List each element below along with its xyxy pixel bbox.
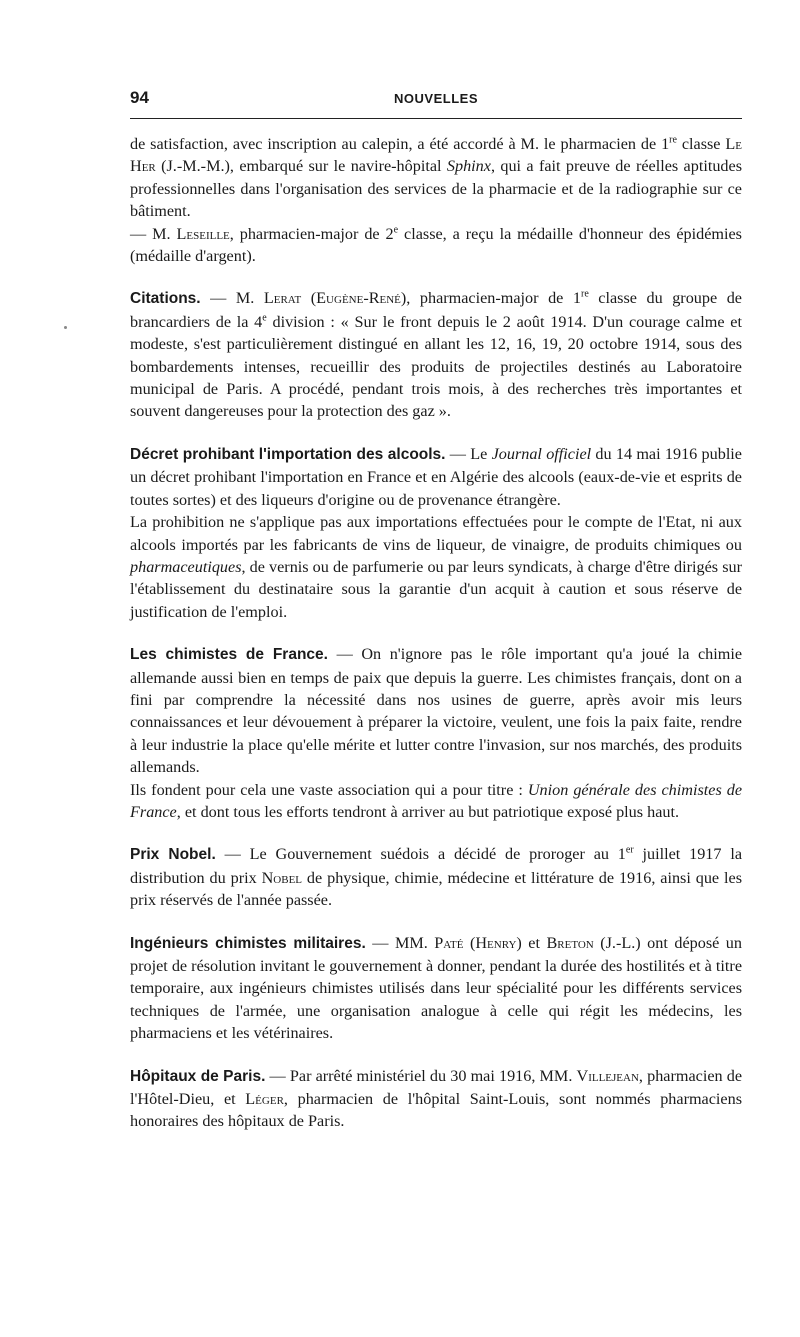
text-run: ) et <box>516 933 547 952</box>
paragraph <box>130 643 742 778</box>
person-name: Paté <box>434 933 464 952</box>
superscript: e <box>262 312 267 324</box>
person-name: Leseille <box>176 224 230 243</box>
association-name: Union générale des chimistes de France <box>130 780 743 821</box>
section-ingenieurs <box>130 932 742 1045</box>
text-run: , de vernis ou de parfumerie ou par leurs syndicats, à charge d'être dirigés sur l'établissement du destinataire sous la garantie d'un acquit à caution et sous réserve de justification de l'emploi. <box>130 557 742 621</box>
section-heading: Prix Nobel. <box>130 846 216 864</box>
text-run: 1 <box>661 135 670 153</box>
page <box>130 88 742 1133</box>
text-run: , pharmacien de l'hôpital Saint-Louis, sont nommés pharmaciens honoraires des hôpitaux de Paris. <box>130 1090 742 1131</box>
text-run: , qui a fait preuve de réelles aptitudes professionnelles dans l'organisation des services de la pharmacie et de la radiographie sur ce bâtiment. <box>130 157 742 221</box>
section-hopitaux <box>130 1065 742 1133</box>
section-citations <box>130 287 742 422</box>
section-nobel <box>130 843 742 911</box>
text-run: — Par arrêté ministériel du 30 mai 1916, MM. <box>265 1066 577 1085</box>
paragraph <box>130 511 742 623</box>
text-run: — Le Gouvernement suédois a décidé de proroger au 1 <box>215 845 626 864</box>
text-run: division : « Sur le front depuis le 2 août 1914. D'un courage calme et modeste, s'est particulièrement distingué en allant les 12, 16, 19, 20 octobre 1914, sous des bombardements intenses, recueillir des produits de projectiles destinés au Laboratoire municipal de Paris. A procédé, pendant trois mois, à des recherches très importantes et souvent dangereuses pour la protection des gaz ». <box>130 312 742 421</box>
text-run: , pharmacien de l'Hôtel-Dieu, et <box>130 1066 743 1109</box>
paragraph <box>130 932 742 1045</box>
section-chimistes <box>130 643 742 823</box>
text-run: ( <box>463 933 476 952</box>
text-run: , pharmacien-major de 2 <box>229 224 394 243</box>
person-name: Villejean <box>576 1066 639 1085</box>
person-name: Nobel <box>261 868 303 887</box>
margin-speck <box>64 326 67 329</box>
superscript: er <box>625 844 634 856</box>
person-name: Breton <box>546 933 594 952</box>
paragraph <box>130 443 742 511</box>
superscript: e <box>393 224 399 236</box>
paragraph <box>130 223 742 268</box>
section-heading: Ingénieurs chimistes militaires. <box>130 934 366 952</box>
text-run: (J.-M.-M.), embarqué sur le navire-hôpital <box>155 157 447 176</box>
running-head: NOUVELLES <box>394 91 478 106</box>
person-name: Henry <box>475 933 517 952</box>
section-intro <box>130 133 742 267</box>
text-run: classe, a reçu la médaille d'honneur des épidémies (médaille d'argent). <box>130 224 742 266</box>
text-run: de satisfaction, avec inscription au calepin, a été accordé à M. le pharmacien de <box>130 135 662 153</box>
text-run: — Le <box>445 444 492 463</box>
publication-name: Journal officiel <box>491 444 592 463</box>
text-run: , pharmacien-major de 1 <box>406 289 581 308</box>
section-heading: Citations. <box>130 290 201 308</box>
page-header <box>130 88 742 119</box>
page-number: 94 <box>130 88 149 107</box>
section-heading: Décret prohibant l'importation des alcools. <box>130 445 446 463</box>
section-heading: Hôpitaux de Paris. <box>130 1067 266 1085</box>
person-name: Le Her <box>130 135 742 176</box>
paragraph <box>130 287 742 422</box>
text-run: , et dont tous les efforts tendront à arriver au but patriotique exposé plus haut. <box>176 802 680 821</box>
italic-term: pharmaceutiques <box>130 557 242 576</box>
text-run: du 14 mai 1916 publie un décret prohibant l'importation en France et en Algérie des alcools (eaux-de-vie et esprits de toutes sortes) et des liqueurs d'origine ou de provenance étrangère. <box>130 444 742 509</box>
text-run: classe du groupe de brancardiers de la 4 <box>130 289 742 331</box>
person-name: Lerat (Eugène-René) <box>263 289 407 308</box>
text-run: La prohibition ne s'applique pas aux importations effectuées pour le compte de l'Etat, ni aux alcools importés par les fabricants de vins de liqueur, de vinaigre, de produits chimiques ou <box>130 513 742 554</box>
article-body <box>130 133 742 1133</box>
text-run: (J.-L.) ont déposé un projet de résolution invitant le gouvernement à donner, pendant la durée des hostilités et à titre temporaire, aux ingénieurs chimistes utilisés dans leur spécialité pour les différents services techniques de l'armée, une organisation analogue à celle qui régit les médecins, les pharmaciens et les vétérinaires. <box>130 933 742 1043</box>
paragraph <box>130 133 742 223</box>
paragraph <box>130 843 742 911</box>
text-run: — MM. <box>365 933 435 952</box>
paragraph <box>130 1065 742 1133</box>
section-heading: Les chimistes de France. <box>130 646 328 664</box>
ship-name: Sphinx <box>446 157 491 176</box>
superscript: re <box>580 289 589 301</box>
paragraph <box>130 779 742 824</box>
text-run: Ils fondent pour cela une vaste association qui a pour titre : <box>130 780 528 799</box>
text-run: juillet 1917 la distribution du prix <box>130 845 743 887</box>
text-run: de physique, chimie, médecine et littérature de 1916, ainsi que les prix réservés de l'année passée. <box>130 868 742 910</box>
person-name: Léger <box>245 1090 284 1109</box>
text-run: — On n'ignore pas le rôle important qu'a joué la chimie allemande aussi bien en temps de paix que depuis la guerre. Les chimistes français, dont on a fini par comprendre la nécessité dans nos usines de guerre, après avoir mis leurs connaissances et leur dévouement à préparer la victoire, veulent, une fois la paix faite, rendre à leur industrie la place qu'elle mérite et lutter contre l'invasion, sur nos marchés, des produits allemands. <box>130 645 743 777</box>
text-run: — M. <box>200 289 264 308</box>
text-run: — M. <box>130 224 177 243</box>
section-decret <box>130 443 742 623</box>
superscript: re <box>669 134 677 146</box>
text-run: classe <box>676 135 726 153</box>
